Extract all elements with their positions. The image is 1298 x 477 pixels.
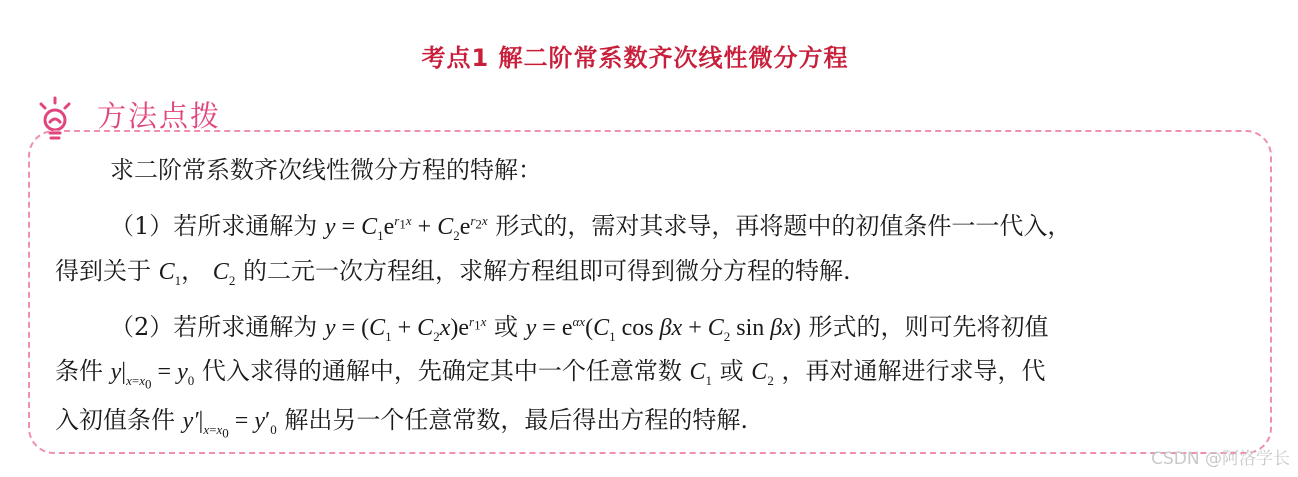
- constant-c2: $C_2$: [212, 259, 236, 288]
- formula-initial-condition-yprime: $y'|_{x=x_0} = y'_0$: [182, 408, 277, 441]
- constant-c1: $C_1$: [158, 259, 182, 288]
- page-title: 考点1 解二阶常系数齐次线性微分方程: [421, 44, 849, 72]
- item2-line2-or: 或: [719, 357, 744, 385]
- item2-suffix: 形式的，则可先将初值: [808, 313, 1049, 341]
- item1-line1: [110, 206, 1071, 251]
- formula-general-solution-2: $y = (C_1 + C_2x)e^{r_1x}$: [324, 314, 487, 344]
- item2-prefix: （2）若所求通解为: [110, 313, 318, 341]
- item2-or: 或: [493, 313, 518, 341]
- item2-line2: [55, 356, 1045, 399]
- item2-line2-a: 条件: [55, 357, 103, 385]
- item1-line2-b: 的二元一次方程组，求解方程组即可得到微分方程的特解.: [242, 257, 851, 285]
- item2-line3-a: 入初值条件: [55, 406, 175, 434]
- item1-prefix: （1）若所求通解为: [110, 212, 318, 240]
- formula-general-solution-3: $y = e^{\alpha x}(C_1$ $\cos \beta x + C_2$ sin βx): [525, 314, 801, 344]
- item2-line3: [55, 405, 748, 448]
- item2-line2-c: ，再对通解进行求导，代: [781, 357, 1046, 385]
- watermark: CSDN @阿洛学长: [1151, 449, 1290, 469]
- item1-sep: ，: [181, 257, 206, 285]
- item2-line2-b: 代入求得的通解中，先确定其中一个任意常数: [201, 357, 682, 385]
- intro-line: [110, 155, 542, 185]
- constant-c2-b: $C_2$: [751, 359, 774, 388]
- item1-suffix: 形式的，需对其求导，再将题中的初值条件一一代入，: [495, 212, 1072, 240]
- item2-line1: [110, 307, 1049, 352]
- constant-c1-b: $C_1$: [689, 359, 713, 388]
- item1-line2-a: 得到关于: [55, 257, 151, 285]
- formula-initial-condition-y: $y|_{x=x_0} = y_0$: [110, 359, 195, 392]
- item1-line2: [55, 256, 851, 296]
- intro-text: 求二阶常系数齐次线性微分方程的特解：: [110, 156, 542, 184]
- item2-line3-b: 解出另一个任意常数，最后得出方程的特解.: [284, 406, 748, 434]
- section-label: 方法点拨: [97, 99, 222, 133]
- formula-general-solution-1: $y = C_1e^{r_1x} + C_2e^{r_2x}$: [324, 213, 488, 243]
